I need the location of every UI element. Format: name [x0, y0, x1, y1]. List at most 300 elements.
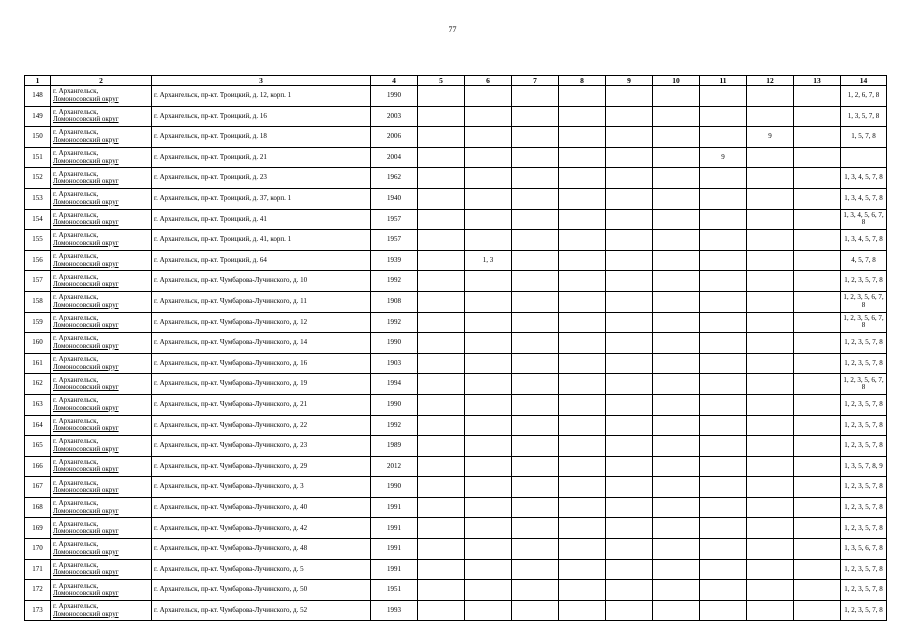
- cell-col-12: [747, 86, 794, 107]
- table-row: [25, 456, 887, 477]
- table-row: [25, 271, 887, 292]
- cell-location: [51, 188, 152, 209]
- location-line-2: Ломоносовский округ: [53, 218, 119, 227]
- cell-year: 1991: [371, 539, 418, 560]
- cell-location: [51, 209, 152, 230]
- cell-col-14: 1, 3, 5, 7, 8, 9: [841, 456, 887, 477]
- cell-col-14: 1, 2, 3, 5, 7, 8: [841, 394, 887, 415]
- cell-col-14: 1, 2, 6, 7, 8: [841, 86, 887, 107]
- cell-col-12: [747, 209, 794, 230]
- location-line-2: Ломоносовский округ: [53, 238, 119, 247]
- cell-location: [51, 127, 152, 148]
- cell-col-11: [700, 250, 747, 271]
- column-header: 8: [559, 76, 606, 86]
- cell-address: г. Архангельск, пр-кт. Троицкий, д. 16: [152, 106, 371, 127]
- cell-col-9: [606, 559, 653, 580]
- cell-location: [51, 415, 152, 436]
- location-line-1: г. Архангельск,: [53, 334, 99, 343]
- cell-col-13: [794, 456, 841, 477]
- cell-row-number: 173: [25, 600, 51, 621]
- cell-col-10: [653, 271, 700, 292]
- cell-col-9: [606, 168, 653, 189]
- cell-col-12: [747, 106, 794, 127]
- table-body: [25, 86, 887, 621]
- cell-col-9: [606, 394, 653, 415]
- cell-col-5: [418, 518, 465, 539]
- cell-col-5: [418, 436, 465, 457]
- cell-row-number: 151: [25, 147, 51, 168]
- cell-year: 1951: [371, 580, 418, 601]
- cell-address: г. Архангельск, пр-кт. Чумбарова-Лучинского, д. 40: [152, 497, 371, 518]
- cell-col-12: [747, 312, 794, 333]
- cell-location: [51, 312, 152, 333]
- cell-row-number: 170: [25, 539, 51, 560]
- cell-col-7: [512, 147, 559, 168]
- location-line-1: г. Архангельск,: [53, 149, 99, 158]
- cell-address: г. Архангельск, пр-кт. Чумбарова-Лучинского, д. 11: [152, 291, 371, 312]
- cell-col-6: [465, 353, 512, 374]
- cell-col-10: [653, 559, 700, 580]
- cell-col-10: [653, 497, 700, 518]
- cell-col-14: [841, 147, 887, 168]
- cell-col-6: [465, 580, 512, 601]
- cell-col-10: [653, 580, 700, 601]
- cell-year: 1908: [371, 291, 418, 312]
- cell-address: г. Архангельск, пр-кт. Троицкий, д. 64: [152, 250, 371, 271]
- cell-col-7: [512, 209, 559, 230]
- cell-col-13: [794, 539, 841, 560]
- table-row: [25, 539, 887, 560]
- cell-col-12: [747, 580, 794, 601]
- cell-row-number: 155: [25, 230, 51, 251]
- header-row: [25, 76, 887, 86]
- cell-col-13: [794, 188, 841, 209]
- table-row: [25, 230, 887, 251]
- cell-col-7: [512, 353, 559, 374]
- page-number: 77: [448, 25, 457, 34]
- cell-row-number: 152: [25, 168, 51, 189]
- cell-row-number: 171: [25, 559, 51, 580]
- cell-col-12: [747, 353, 794, 374]
- cell-col-8: [559, 580, 606, 601]
- cell-col-11: [700, 353, 747, 374]
- cell-col-14: 1, 3, 4, 5, 7, 8: [841, 230, 887, 251]
- table-row: [25, 106, 887, 127]
- cell-row-number: 154: [25, 209, 51, 230]
- cell-col-14: 4, 5, 7, 8: [841, 250, 887, 271]
- cell-col-10: [653, 415, 700, 436]
- cell-col-7: [512, 291, 559, 312]
- cell-col-14: 1, 2, 3, 5, 7, 8: [841, 333, 887, 354]
- cell-location: [51, 147, 152, 168]
- cell-col-12: [747, 374, 794, 395]
- cell-col-13: [794, 106, 841, 127]
- cell-location: [51, 250, 152, 271]
- cell-address: г. Архангельск, пр-кт. Троицкий, д. 41, корп. 1: [152, 230, 371, 251]
- cell-col-14: 1, 2, 3, 5, 7, 8: [841, 497, 887, 518]
- cell-col-8: [559, 333, 606, 354]
- cell-year: 1990: [371, 86, 418, 107]
- cell-col-8: [559, 291, 606, 312]
- cell-col-7: [512, 394, 559, 415]
- location-line-1: г. Архангельск,: [53, 87, 99, 96]
- cell-col-14: 1, 2, 3, 5, 6, 7, 8: [841, 312, 887, 333]
- cell-col-13: [794, 374, 841, 395]
- cell-col-14: 1, 2, 3, 5, 7, 8: [841, 415, 887, 436]
- cell-col-5: [418, 600, 465, 621]
- cell-col-10: [653, 127, 700, 148]
- cell-row-number: 158: [25, 291, 51, 312]
- cell-col-12: [747, 477, 794, 498]
- location-line-2: Ломоносовский округ: [53, 156, 119, 165]
- cell-col-13: [794, 600, 841, 621]
- cell-col-9: [606, 250, 653, 271]
- cell-year: 1991: [371, 497, 418, 518]
- cell-col-13: [794, 477, 841, 498]
- table-row: [25, 312, 887, 333]
- location-line-2: Ломоносовский округ: [53, 424, 119, 433]
- location-line-2: Ломоносовский округ: [53, 383, 119, 392]
- cell-col-6: [465, 312, 512, 333]
- cell-col-8: [559, 168, 606, 189]
- cell-col-9: [606, 518, 653, 539]
- cell-row-number: 150: [25, 127, 51, 148]
- table-row: [25, 559, 887, 580]
- cell-col-11: [700, 188, 747, 209]
- cell-col-7: [512, 456, 559, 477]
- cell-col-8: [559, 394, 606, 415]
- cell-row-number: 160: [25, 333, 51, 354]
- location-line-2: Ломоносовский округ: [53, 362, 119, 371]
- cell-row-number: 161: [25, 353, 51, 374]
- table-row: [25, 374, 887, 395]
- cell-col-8: [559, 312, 606, 333]
- table-row: [25, 353, 887, 374]
- cell-col-8: [559, 436, 606, 457]
- cell-col-7: [512, 600, 559, 621]
- cell-col-6: 1, 3: [465, 250, 512, 271]
- cell-col-13: [794, 86, 841, 107]
- cell-col-5: [418, 559, 465, 580]
- cell-location: [51, 374, 152, 395]
- cell-address: г. Архангельск, пр-кт. Чумбарова-Лучинского, д. 29: [152, 456, 371, 477]
- cell-col-13: [794, 312, 841, 333]
- table-row: [25, 168, 887, 189]
- cell-col-5: [418, 374, 465, 395]
- cell-col-14: 1, 2, 3, 5, 6, 7, 8: [841, 291, 887, 312]
- cell-col-8: [559, 497, 606, 518]
- location-line-1: г. Архангельск,: [53, 107, 99, 116]
- cell-col-10: [653, 394, 700, 415]
- cell-year: 1990: [371, 333, 418, 354]
- cell-col-10: [653, 312, 700, 333]
- table-row: [25, 600, 887, 621]
- location-line-2: Ломоносовский округ: [53, 589, 119, 598]
- column-header: 7: [512, 76, 559, 86]
- cell-col-9: [606, 415, 653, 436]
- location-line-2: Ломоносовский округ: [53, 444, 119, 453]
- cell-year: 1903: [371, 353, 418, 374]
- cell-col-9: [606, 333, 653, 354]
- location-line-1: г. Архангельск,: [53, 416, 99, 425]
- cell-col-14: 1, 2, 3, 5, 7, 8: [841, 580, 887, 601]
- location-line-2: Ломоносовский округ: [53, 259, 119, 268]
- cell-col-6: [465, 600, 512, 621]
- cell-location: [51, 518, 152, 539]
- cell-col-9: [606, 353, 653, 374]
- location-line-2: Ломоносовский округ: [53, 135, 119, 144]
- cell-col-7: [512, 312, 559, 333]
- cell-location: [51, 559, 152, 580]
- cell-col-13: [794, 580, 841, 601]
- cell-col-6: [465, 456, 512, 477]
- cell-col-8: [559, 86, 606, 107]
- cell-col-6: [465, 86, 512, 107]
- cell-col-12: [747, 518, 794, 539]
- cell-col-6: [465, 539, 512, 560]
- cell-col-6: [465, 291, 512, 312]
- cell-year: 1992: [371, 415, 418, 436]
- location-line-2: Ломоносовский округ: [53, 94, 119, 103]
- cell-col-6: [465, 559, 512, 580]
- location-line-2: Ломоносовский округ: [53, 403, 119, 412]
- location-line-1: г. Архангельск,: [53, 128, 99, 137]
- cell-year: 1994: [371, 374, 418, 395]
- cell-col-13: [794, 230, 841, 251]
- cell-col-8: [559, 250, 606, 271]
- location-line-2: Ломоносовский округ: [53, 115, 119, 124]
- cell-col-10: [653, 518, 700, 539]
- cell-col-11: [700, 312, 747, 333]
- cell-col-8: [559, 374, 606, 395]
- cell-location: [51, 230, 152, 251]
- cell-col-5: [418, 209, 465, 230]
- cell-col-12: [747, 559, 794, 580]
- cell-col-6: [465, 127, 512, 148]
- location-line-2: Ломоносовский округ: [53, 547, 119, 556]
- cell-col-5: [418, 250, 465, 271]
- location-line-1: г. Архангельск,: [53, 293, 99, 302]
- column-header: 2: [51, 76, 152, 86]
- cell-col-13: [794, 436, 841, 457]
- cell-col-12: [747, 497, 794, 518]
- cell-col-6: [465, 209, 512, 230]
- column-header: 9: [606, 76, 653, 86]
- cell-col-12: [747, 415, 794, 436]
- cell-col-5: [418, 168, 465, 189]
- cell-col-10: [653, 291, 700, 312]
- cell-col-9: [606, 291, 653, 312]
- cell-location: [51, 497, 152, 518]
- cell-col-7: [512, 333, 559, 354]
- cell-year: 1989: [371, 436, 418, 457]
- cell-col-11: [700, 106, 747, 127]
- cell-col-9: [606, 374, 653, 395]
- cell-col-13: [794, 333, 841, 354]
- cell-row-number: 153: [25, 188, 51, 209]
- location-line-2: Ломоносовский округ: [53, 177, 119, 186]
- cell-location: [51, 436, 152, 457]
- cell-col-8: [559, 106, 606, 127]
- cell-col-10: [653, 353, 700, 374]
- table-row: [25, 333, 887, 354]
- location-line-1: г. Архангельск,: [53, 602, 99, 611]
- cell-col-14: 1, 3, 5, 7, 8: [841, 106, 887, 127]
- cell-col-6: [465, 271, 512, 292]
- cell-col-11: [700, 168, 747, 189]
- cell-col-11: [700, 127, 747, 148]
- cell-col-13: [794, 518, 841, 539]
- cell-col-13: [794, 127, 841, 148]
- cell-address: г. Архангельск, пр-кт. Троицкий, д. 41: [152, 209, 371, 230]
- column-header: 14: [841, 76, 887, 86]
- cell-col-11: [700, 600, 747, 621]
- cell-row-number: 166: [25, 456, 51, 477]
- location-line-2: Ломоносовский округ: [53, 527, 119, 536]
- cell-row-number: 159: [25, 312, 51, 333]
- cell-col-8: [559, 456, 606, 477]
- cell-year: 1993: [371, 600, 418, 621]
- cell-location: [51, 333, 152, 354]
- location-line-2: Ломоносовский округ: [53, 465, 119, 474]
- location-line-1: г. Архангельск,: [53, 169, 99, 178]
- cell-location: [51, 106, 152, 127]
- cell-col-12: [747, 168, 794, 189]
- cell-year: 1992: [371, 271, 418, 292]
- table-row: [25, 415, 887, 436]
- cell-col-6: [465, 188, 512, 209]
- cell-col-12: [747, 271, 794, 292]
- cell-col-6: [465, 518, 512, 539]
- cell-col-11: [700, 539, 747, 560]
- cell-col-9: [606, 86, 653, 107]
- cell-col-8: [559, 518, 606, 539]
- cell-row-number: 165: [25, 436, 51, 457]
- cell-col-13: [794, 394, 841, 415]
- table-row: [25, 291, 887, 312]
- cell-col-8: [559, 559, 606, 580]
- cell-address: г. Архангельск, пр-кт. Троицкий, д. 12, корп. 1: [152, 86, 371, 107]
- cell-col-9: [606, 477, 653, 498]
- cell-col-13: [794, 209, 841, 230]
- cell-row-number: 172: [25, 580, 51, 601]
- cell-col-10: [653, 600, 700, 621]
- cell-col-14: 1, 2, 3, 5, 7, 8: [841, 518, 887, 539]
- cell-col-14: 1, 2, 3, 5, 7, 8: [841, 436, 887, 457]
- cell-year: 2004: [371, 147, 418, 168]
- cell-row-number: 168: [25, 497, 51, 518]
- cell-col-13: [794, 271, 841, 292]
- cell-col-11: [700, 209, 747, 230]
- location-line-2: Ломоносовский округ: [53, 341, 119, 350]
- location-line-1: г. Архангельск,: [53, 210, 99, 219]
- cell-col-11: [700, 394, 747, 415]
- cell-row-number: 157: [25, 271, 51, 292]
- cell-col-12: [747, 600, 794, 621]
- cell-col-13: [794, 497, 841, 518]
- cell-col-5: [418, 394, 465, 415]
- cell-col-12: [747, 147, 794, 168]
- cell-location: [51, 291, 152, 312]
- cell-col-11: [700, 456, 747, 477]
- table-row: [25, 86, 887, 107]
- cell-col-5: [418, 106, 465, 127]
- table-row: [25, 394, 887, 415]
- cell-col-11: [700, 580, 747, 601]
- cell-col-10: [653, 188, 700, 209]
- cell-col-7: [512, 230, 559, 251]
- cell-col-14: 1, 2, 3, 5, 7, 8: [841, 477, 887, 498]
- column-header: 5: [418, 76, 465, 86]
- table-row: [25, 127, 887, 148]
- cell-year: 1990: [371, 394, 418, 415]
- cell-row-number: 156: [25, 250, 51, 271]
- cell-col-6: [465, 436, 512, 457]
- cell-col-11: [700, 271, 747, 292]
- cell-col-14: 1, 3, 4, 5, 7, 8: [841, 188, 887, 209]
- cell-col-6: [465, 106, 512, 127]
- cell-col-7: [512, 436, 559, 457]
- cell-col-11: [700, 436, 747, 457]
- cell-col-11: [700, 291, 747, 312]
- cell-address: г. Архангельск, пр-кт. Троицкий, д. 18: [152, 127, 371, 148]
- cell-address: г. Архангельск, пр-кт. Чумбарова-Лучинского, д. 22: [152, 415, 371, 436]
- cell-col-5: [418, 271, 465, 292]
- cell-col-14: 1, 2, 3, 5, 7, 8: [841, 271, 887, 292]
- cell-row-number: 148: [25, 86, 51, 107]
- location-line-2: Ломоносовский округ: [53, 568, 119, 577]
- cell-col-7: [512, 127, 559, 148]
- cell-address: г. Архангельск, пр-кт. Чумбарова-Лучинского, д. 19: [152, 374, 371, 395]
- cell-col-10: [653, 477, 700, 498]
- column-header: 6: [465, 76, 512, 86]
- cell-year: 2006: [371, 127, 418, 148]
- cell-col-8: [559, 127, 606, 148]
- location-line-1: г. Архангельск,: [53, 540, 99, 549]
- cell-row-number: 169: [25, 518, 51, 539]
- cell-col-7: [512, 188, 559, 209]
- cell-col-12: [747, 394, 794, 415]
- cell-col-7: [512, 250, 559, 271]
- location-line-1: г. Архангельск,: [53, 272, 99, 281]
- cell-col-7: [512, 271, 559, 292]
- cell-col-10: [653, 168, 700, 189]
- cell-col-8: [559, 230, 606, 251]
- location-line-2: Ломоносовский округ: [53, 280, 119, 289]
- cell-col-13: [794, 250, 841, 271]
- table-row: [25, 477, 887, 498]
- location-line-2: Ломоносовский округ: [53, 197, 119, 206]
- cell-col-6: [465, 333, 512, 354]
- column-header: 3: [152, 76, 371, 86]
- cell-col-5: [418, 415, 465, 436]
- cell-col-13: [794, 559, 841, 580]
- cell-col-11: [700, 518, 747, 539]
- location-line-1: г. Архангельск,: [53, 499, 99, 508]
- table-row: [25, 497, 887, 518]
- cell-address: г. Архангельск, пр-кт. Троицкий, д. 23: [152, 168, 371, 189]
- cell-col-10: [653, 147, 700, 168]
- cell-year: 1940: [371, 188, 418, 209]
- table-row: [25, 209, 887, 230]
- cell-col-7: [512, 580, 559, 601]
- cell-col-8: [559, 539, 606, 560]
- location-line-2: Ломоносовский округ: [53, 321, 119, 330]
- table-row: [25, 580, 887, 601]
- cell-address: г. Архангельск, пр-кт. Чумбарова-Лучинского, д. 23: [152, 436, 371, 457]
- location-line-2: Ломоносовский округ: [53, 506, 119, 515]
- table-header: [25, 76, 887, 86]
